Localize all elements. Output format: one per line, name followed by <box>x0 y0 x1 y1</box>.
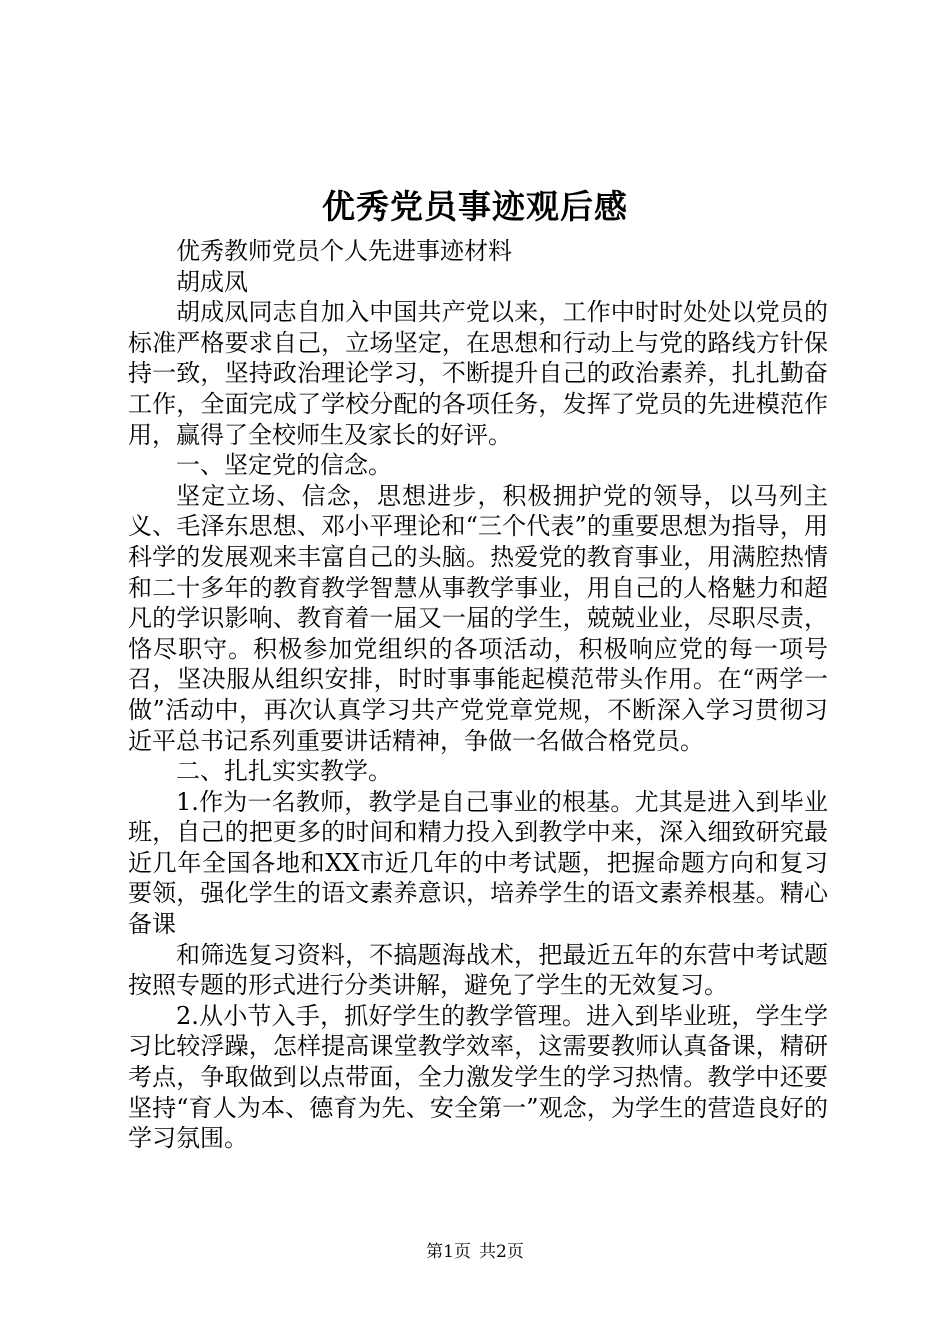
paragraph-intro: 胡成凤同志自加入中国共产党以来，工作中时时处处以党员的标准严格要求自己，立场坚定，在思想和行动上与党的路线方针保持一致，坚持政治理论学习，不断提升自己的政治素养，扎扎勤奋工作，全面完成了学校分配的各项任务，发挥了党员的先进模范作用，赢得了全校师生及家长的好评。 <box>128 298 828 449</box>
page-total: 共2页 <box>479 1242 524 1262</box>
paragraph-section-1: 坚定立场、信念，思想进步，积极拥护党的领导，以马列主义、毛泽东思想、邓小平理论和“三个代表”的重要思想为指导，用科学的发展观来丰富自己的头脑。热爱党的教育事业，用满腔热情和二十多年的教育教学智慧从事教学事业，用自己的人格魅力和超凡的学识影响、教育着一届又一届的学生，兢兢业业，尽职尽责，恪尽职守。积极参加党组织的各项活动，积极响应党的每一项号召，坚决服从组织安排，时时事事能起模范带头作用。在“两学一做”活动中，再次认真学习共产党党章党规，不断深入学习贯彻习近平总书记系列重要讲话精神，争做一名做合格党员。 <box>128 481 828 755</box>
page-number: 第1页 <box>426 1242 471 1262</box>
paragraph-item-1: 1.作为一名教师，教学是自己事业的根基。尤其是进入到毕业班，自己的把更多的时间和精力投入到教学中来，深入细致研究最近几年全国各地和XX市近几年的中考试题，把握命题方向和复习要领，强化学生的语文素养意识，培养学生的语文素养根基。精心备课 <box>128 787 828 939</box>
paragraph-item-2: 2.从小节入手，抓好学生的教学管理。进入到毕业班，学生学习比较浮躁，怎样提高课堂教学效率，这需要教师认真备课，精研考点，争取做到以点带面，全力激发学生的学习热情。教学中还要坚持“育人为本、德育为先、安全第一”观念，为学生的营造良好的学习氛围。 <box>128 1001 828 1153</box>
document-title: 优秀党员事迹观后感 <box>322 187 628 226</box>
section-heading-1: 一、坚定党的信念。 <box>176 451 392 480</box>
page-footer <box>0 1240 950 1264</box>
document-body <box>128 236 828 1154</box>
paragraph-subtitle: 优秀教师党员个人先进事迹材料 <box>176 237 512 265</box>
paragraph-item-1-continued: 和筛选复习资料，不搞题海战术，把最近五年的东营中考试题按照专题的形式进行分类讲解，避免了学生的无效复习。 <box>128 940 828 1000</box>
paragraph-author: 胡成凤 <box>176 267 248 296</box>
section-heading-2: 二、扎扎实实教学。 <box>176 757 392 786</box>
